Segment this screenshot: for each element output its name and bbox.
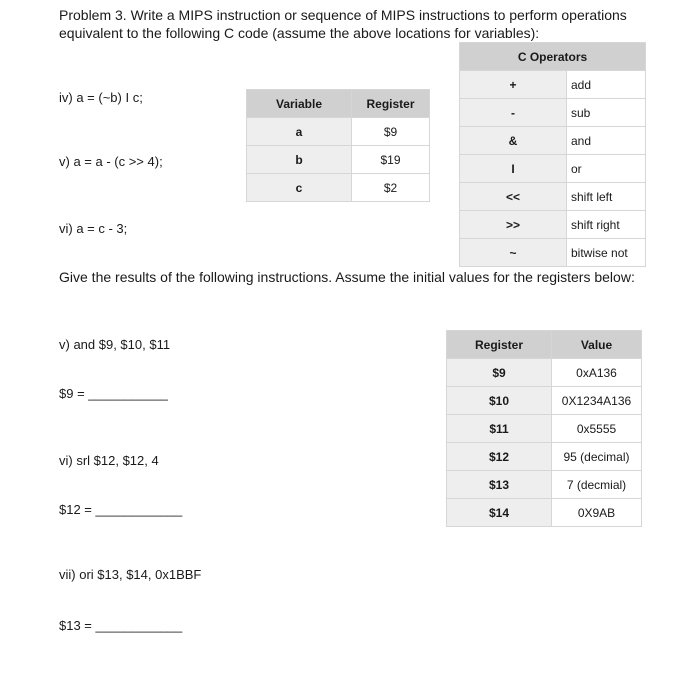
register-cell: $19 <box>352 146 430 174</box>
operator-symbol: << <box>460 183 567 211</box>
table-row <box>460 99 646 127</box>
register-cell: $12 <box>447 443 552 471</box>
c-question-v: v) a = a - (c >> 4); <box>59 154 163 169</box>
operator-desc: shift right <box>567 211 646 239</box>
register-cell: $9 <box>352 118 430 146</box>
instruction-vii: vii) ori $13, $14, 0x1BBF <box>59 567 202 582</box>
register-cell: $10 <box>447 387 552 415</box>
table-row <box>460 183 646 211</box>
register-cell: $9 <box>447 359 552 387</box>
table-row <box>447 415 642 443</box>
table-row <box>447 387 642 415</box>
variable-header: Variable <box>247 90 352 118</box>
operator-symbol: I <box>460 155 567 183</box>
table-row <box>460 239 646 267</box>
intro-line-1: Problem 3. Write a MIPS instruction or sequence of MIPS instructions to perform operations <box>59 7 627 23</box>
problem-intro <box>59 6 627 42</box>
c-question-vi: vi) a = c - 3; <box>59 221 128 236</box>
c-operators-table <box>459 42 646 267</box>
table-row <box>447 359 642 387</box>
table-row <box>447 499 642 527</box>
register-cell: $13 <box>447 471 552 499</box>
table-row <box>460 211 646 239</box>
table-row <box>460 127 646 155</box>
answer-line-9: $9 = ___________ <box>59 386 168 401</box>
instruction-vi: vi) srl $12, $12, 4 <box>59 453 159 468</box>
c-question-iv: iv) a = (~b) I c; <box>59 90 143 105</box>
answer-line-13: $13 = ____________ <box>59 618 183 633</box>
table-row <box>247 118 430 146</box>
table-row <box>447 471 642 499</box>
table-row <box>460 155 646 183</box>
results-prompt: Give the results of the following instructions. Assume the initial values for the registers below: <box>59 269 635 285</box>
operator-symbol: ~ <box>460 239 567 267</box>
value-cell: 0xA136 <box>552 359 642 387</box>
value-cell: 0x5555 <box>552 415 642 443</box>
register-header: Register <box>352 90 430 118</box>
instruction-v: v) and $9, $10, $11 <box>59 337 171 352</box>
value-cell: 0X1234A136 <box>552 387 642 415</box>
registers-table <box>446 330 642 527</box>
variable-cell: a <box>247 118 352 146</box>
operators-header: C Operators <box>460 43 646 71</box>
value-cell: 95 (decimal) <box>552 443 642 471</box>
table-row <box>247 174 430 202</box>
value-cell: 7 (decmial) <box>552 471 642 499</box>
answer-line-12: $12 = ____________ <box>59 502 183 517</box>
value-header: Value <box>552 331 642 359</box>
register-cell: $14 <box>447 499 552 527</box>
table-row <box>247 146 430 174</box>
register-cell: $11 <box>447 415 552 443</box>
operator-desc: add <box>567 71 646 99</box>
operator-symbol: - <box>460 99 567 127</box>
operator-desc: or <box>567 155 646 183</box>
operator-symbol: & <box>460 127 567 155</box>
value-cell: 0X9AB <box>552 499 642 527</box>
register-header: Register <box>447 331 552 359</box>
operator-desc: bitwise not <box>567 239 646 267</box>
operator-symbol: >> <box>460 211 567 239</box>
register-cell: $2 <box>352 174 430 202</box>
operator-symbol: + <box>460 71 567 99</box>
variable-cell: c <box>247 174 352 202</box>
table-row <box>460 71 646 99</box>
operator-desc: sub <box>567 99 646 127</box>
operator-desc: shift left <box>567 183 646 211</box>
operator-desc: and <box>567 127 646 155</box>
variable-cell: b <box>247 146 352 174</box>
variables-table <box>246 89 430 202</box>
table-row <box>447 443 642 471</box>
intro-line-2: equivalent to the following C code (assume the above locations for variables): <box>59 25 540 41</box>
